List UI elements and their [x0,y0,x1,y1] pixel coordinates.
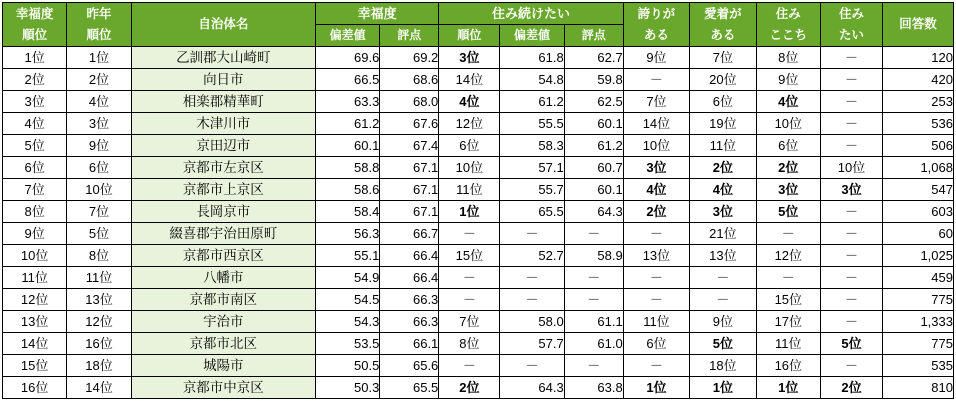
cell-municipality: 京都市左京区 [131,157,315,179]
cell-last-year-rank: 13位 [67,289,131,311]
header-continue-score: 評点 [564,25,623,47]
header-attachment [690,3,756,47]
cell-municipality: 京都市北区 [131,333,315,355]
cell-happiness-rank: 9位 [3,223,67,245]
cell-happiness-score: 66.4 [380,267,439,289]
cell-last-year-rank: 8位 [67,245,131,267]
cell-happiness-deviation: 58.4 [316,201,380,223]
header-responses: 回答数 [883,3,954,47]
cell-last-year-rank: 5位 [67,223,131,245]
cell-happiness-rank: 15位 [3,355,67,377]
cell-last-year-rank: 16位 [67,333,131,355]
cell-continue-deviation: 54.8 [500,69,564,91]
cell-want-to-live: 2位 [820,377,882,399]
cell-continue-rank: 4位 [439,91,500,113]
cell-livability: 16位 [756,355,820,377]
cell-municipality: 木津川市 [131,113,315,135]
cell-continue-score: － [564,223,623,245]
cell-happiness-score: 68.0 [380,91,439,113]
cell-want-to-live: － [820,69,882,91]
cell-happiness-rank: 8位 [3,201,67,223]
cell-continue-score: 60.7 [564,157,623,179]
header-happiness-rank-line2: 順位 [22,27,48,42]
cell-want-to-live: － [820,201,882,223]
cell-attachment: 11位 [690,135,756,157]
cell-happiness-deviation: 58.8 [316,157,380,179]
cell-happiness-deviation: 50.3 [316,377,380,399]
cell-happiness-score: 66.3 [380,289,439,311]
cell-last-year-rank: 7位 [67,201,131,223]
header-row-groups [3,3,954,25]
cell-responses: 1,025 [883,245,954,267]
cell-happiness-deviation: 55.1 [316,245,380,267]
cell-happiness-score: 65.6 [380,355,439,377]
cell-continue-rank: 6位 [439,135,500,157]
cell-want-to-live: 5位 [820,333,882,355]
cell-livability: 6位 [756,135,820,157]
cell-continue-rank: 7位 [439,311,500,333]
cell-happiness-rank: 14位 [3,333,67,355]
cell-responses: 253 [883,91,954,113]
cell-want-to-live: － [820,245,882,267]
cell-happiness-score: 66.3 [380,311,439,333]
table-row [3,245,954,267]
header-last-year-rank-line1: 昨年 [86,6,112,21]
header-last-year-rank-line2: 順位 [86,27,112,42]
cell-continue-deviation: 52.7 [500,245,564,267]
cell-livability: 9位 [756,69,820,91]
header-livability-line2: ここち [769,27,808,42]
cell-continue-rank: － [439,267,500,289]
cell-continue-score: 63.8 [564,377,623,399]
header-want-to-live [820,3,882,47]
cell-pride: 2位 [623,201,689,223]
cell-happiness-score: 68.6 [380,69,439,91]
cell-last-year-rank: 1位 [67,47,131,69]
cell-happiness-score: 67.1 [380,179,439,201]
cell-continue-deviation: 65.5 [500,201,564,223]
cell-want-to-live: 3位 [820,179,882,201]
table-row [3,201,954,223]
cell-last-year-rank: 18位 [67,355,131,377]
cell-attachment: 18位 [690,355,756,377]
cell-happiness-deviation: 63.3 [316,91,380,113]
cell-attachment: 5位 [690,333,756,355]
cell-continue-rank: 11位 [439,179,500,201]
cell-happiness-score: 67.6 [380,113,439,135]
cell-pride: － [623,355,689,377]
cell-last-year-rank: 4位 [67,91,131,113]
cell-continue-score: 61.2 [564,135,623,157]
cell-happiness-rank: 2位 [3,69,67,91]
cell-last-year-rank: 3位 [67,113,131,135]
cell-continue-rank: 8位 [439,333,500,355]
header-happiness-deviation: 偏差値 [316,25,380,47]
cell-municipality: 京都市中京区 [131,377,315,399]
table-row [3,355,954,377]
header-happiness-rank [3,3,67,47]
cell-livability: 5位 [756,201,820,223]
cell-responses: 547 [883,179,954,201]
table-row [3,333,954,355]
cell-attachment: 19位 [690,113,756,135]
cell-continue-rank: 15位 [439,245,500,267]
cell-happiness-score: 66.4 [380,245,439,267]
cell-attachment: 3位 [690,201,756,223]
cell-responses: 1,068 [883,157,954,179]
cell-happiness-rank: 7位 [3,179,67,201]
table-row [3,135,954,157]
cell-want-to-live: 10位 [820,157,882,179]
cell-happiness-score: 67.1 [380,201,439,223]
cell-attachment: 13位 [690,245,756,267]
cell-pride: 11位 [623,311,689,333]
cell-attachment: 2位 [690,157,756,179]
cell-happiness-deviation: 69.6 [316,47,380,69]
cell-continue-deviation: 58.3 [500,135,564,157]
cell-want-to-live: － [820,289,882,311]
cell-responses: 60 [883,223,954,245]
cell-livability: 2位 [756,157,820,179]
cell-livability: 1位 [756,377,820,399]
cell-continue-score: － [564,355,623,377]
cell-happiness-score: 69.2 [380,47,439,69]
cell-want-to-live: － [820,267,882,289]
header-continue-rank: 順位 [439,25,500,47]
cell-responses: 775 [883,289,954,311]
cell-municipality: 向日市 [131,69,315,91]
cell-pride: － [623,267,689,289]
cell-municipality: 相楽郡精華町 [131,91,315,113]
header-group-happiness: 幸福度 [316,3,439,25]
cell-continue-deviation: 58.0 [500,311,564,333]
cell-responses: 775 [883,333,954,355]
cell-continue-score: 64.3 [564,201,623,223]
header-continue-deviation: 偏差値 [500,25,564,47]
header-attachment-line1: 愛着が [704,6,742,21]
cell-want-to-live: － [820,47,882,69]
cell-pride: 10位 [623,135,689,157]
cell-happiness-deviation: 54.3 [316,311,380,333]
cell-continue-score: 61.1 [564,311,623,333]
cell-responses: 420 [883,69,954,91]
cell-continue-score: － [564,267,623,289]
table-row [3,289,954,311]
cell-happiness-rank: 16位 [3,377,67,399]
cell-pride: 13位 [623,245,689,267]
cell-continue-rank: － [439,289,500,311]
cell-last-year-rank: 2位 [67,69,131,91]
cell-happiness-rank: 4位 [3,113,67,135]
cell-pride: 9位 [623,47,689,69]
cell-want-to-live: － [820,135,882,157]
cell-attachment: － [690,289,756,311]
cell-livability: 15位 [756,289,820,311]
cell-continue-deviation: 61.8 [500,47,564,69]
cell-happiness-score: 67.4 [380,135,439,157]
cell-livability: 4位 [756,91,820,113]
table-row [3,223,954,245]
cell-municipality: 綴喜郡宇治田原町 [131,223,315,245]
cell-continue-score: 62.5 [564,91,623,113]
header-group-continue-living: 住み続けたい [439,3,623,25]
cell-continue-deviation: 57.1 [500,157,564,179]
cell-last-year-rank: 6位 [67,157,131,179]
cell-continue-score: 59.8 [564,69,623,91]
header-municipality: 自治体名 [131,3,315,47]
cell-attachment: 4位 [690,179,756,201]
cell-happiness-deviation: 60.1 [316,135,380,157]
cell-continue-rank: － [439,223,500,245]
cell-continue-rank: 2位 [439,377,500,399]
cell-pride: － [623,69,689,91]
cell-municipality: 京都市南区 [131,289,315,311]
cell-livability: － [756,267,820,289]
cell-last-year-rank: 10位 [67,179,131,201]
cell-pride: － [623,289,689,311]
cell-want-to-live: － [820,311,882,333]
cell-happiness-rank: 10位 [3,245,67,267]
cell-responses: 459 [883,267,954,289]
cell-continue-rank: 3位 [439,47,500,69]
cell-continue-rank: 14位 [439,69,500,91]
cell-happiness-rank: 13位 [3,311,67,333]
cell-pride: 7位 [623,91,689,113]
cell-pride: － [623,223,689,245]
cell-municipality: 長岡京市 [131,201,315,223]
cell-municipality: 八幡市 [131,267,315,289]
cell-pride: 6位 [623,333,689,355]
cell-continue-deviation: － [500,355,564,377]
cell-livability: － [756,223,820,245]
cell-livability: 17位 [756,311,820,333]
table-row [3,113,954,135]
cell-want-to-live: － [820,223,882,245]
cell-responses: 810 [883,377,954,399]
header-happiness-score: 評点 [380,25,439,47]
cell-continue-deviation: － [500,289,564,311]
cell-happiness-score: 67.1 [380,157,439,179]
cell-want-to-live: － [820,91,882,113]
cell-municipality: 城陽市 [131,355,315,377]
header-want-to-live-line2: たい [839,27,865,42]
cell-attachment: 1位 [690,377,756,399]
table-row [3,311,954,333]
cell-happiness-rank: 1位 [3,47,67,69]
cell-want-to-live: － [820,113,882,135]
cell-want-to-live: － [820,355,882,377]
cell-continue-rank: 1位 [439,201,500,223]
cell-continue-deviation: － [500,267,564,289]
cell-attachment: 7位 [690,47,756,69]
cell-happiness-deviation: 58.6 [316,179,380,201]
cell-continue-deviation: 55.7 [500,179,564,201]
cell-continue-deviation: 64.3 [500,377,564,399]
cell-last-year-rank: 12位 [67,311,131,333]
cell-continue-score: － [564,289,623,311]
cell-continue-rank: 12位 [439,113,500,135]
cell-attachment: － [690,267,756,289]
cell-continue-deviation: 61.2 [500,91,564,113]
cell-pride: 3位 [623,157,689,179]
cell-continue-deviation: 57.7 [500,333,564,355]
cell-happiness-deviation: 54.5 [316,289,380,311]
cell-last-year-rank: 14位 [67,377,131,399]
cell-attachment: 9位 [690,311,756,333]
cell-last-year-rank: 9位 [67,135,131,157]
cell-happiness-rank: 12位 [3,289,67,311]
cell-attachment: 21位 [690,223,756,245]
header-pride-line2: ある [643,27,669,42]
cell-livability: 11位 [756,333,820,355]
cell-attachment: 6位 [690,91,756,113]
cell-attachment: 20位 [690,69,756,91]
cell-municipality: 乙訓郡大山崎町 [131,47,315,69]
cell-happiness-deviation: 50.5 [316,355,380,377]
cell-livability: 12位 [756,245,820,267]
table-row [3,179,954,201]
cell-continue-rank: 10位 [439,157,500,179]
cell-happiness-deviation: 66.5 [316,69,380,91]
header-livability-line1: 住み [775,6,801,21]
table-row [3,91,954,113]
table-row [3,267,954,289]
cell-responses: 120 [883,47,954,69]
cell-continue-deviation: 55.5 [500,113,564,135]
table-row [3,47,954,69]
cell-pride: 1位 [623,377,689,399]
cell-happiness-deviation: 54.9 [316,267,380,289]
cell-municipality: 京都市上京区 [131,179,315,201]
cell-happiness-score: 65.5 [380,377,439,399]
cell-livability: 10位 [756,113,820,135]
cell-happiness-deviation: 61.2 [316,113,380,135]
happiness-ranking-table [2,2,954,399]
header-attachment-line2: ある [710,27,736,42]
cell-continue-rank: － [439,355,500,377]
cell-livability: 8位 [756,47,820,69]
cell-responses: 1,333 [883,311,954,333]
cell-happiness-rank: 6位 [3,157,67,179]
table-header [3,3,954,47]
cell-happiness-deviation: 56.3 [316,223,380,245]
cell-municipality: 京田辺市 [131,135,315,157]
cell-responses: 536 [883,113,954,135]
table-row [3,157,954,179]
cell-continue-score: 62.7 [564,47,623,69]
cell-responses: 506 [883,135,954,157]
cell-continue-deviation: － [500,223,564,245]
cell-happiness-score: 66.1 [380,333,439,355]
cell-happiness-rank: 11位 [3,267,67,289]
header-last-year-rank [67,3,131,47]
cell-continue-score: 61.0 [564,333,623,355]
header-want-to-live-line1: 住み [839,6,865,21]
table-body [3,47,954,399]
cell-responses: 535 [883,355,954,377]
header-livability [756,3,820,47]
cell-responses: 603 [883,201,954,223]
cell-happiness-rank: 5位 [3,135,67,157]
cell-pride: 14位 [623,113,689,135]
cell-continue-score: 60.1 [564,113,623,135]
cell-happiness-rank: 3位 [3,91,67,113]
cell-pride: 4位 [623,179,689,201]
table-row [3,377,954,399]
cell-last-year-rank: 11位 [67,267,131,289]
table-row [3,69,954,91]
cell-municipality: 宇治市 [131,311,315,333]
header-pride-line1: 誇りが [637,6,676,21]
header-pride [623,3,689,47]
cell-livability: 3位 [756,179,820,201]
cell-continue-score: 60.1 [564,179,623,201]
header-happiness-rank-line1: 幸福度 [15,6,54,21]
cell-municipality: 京都市西京区 [131,245,315,267]
cell-happiness-score: 66.7 [380,223,439,245]
cell-continue-score: 58.9 [564,245,623,267]
cell-happiness-deviation: 53.5 [316,333,380,355]
